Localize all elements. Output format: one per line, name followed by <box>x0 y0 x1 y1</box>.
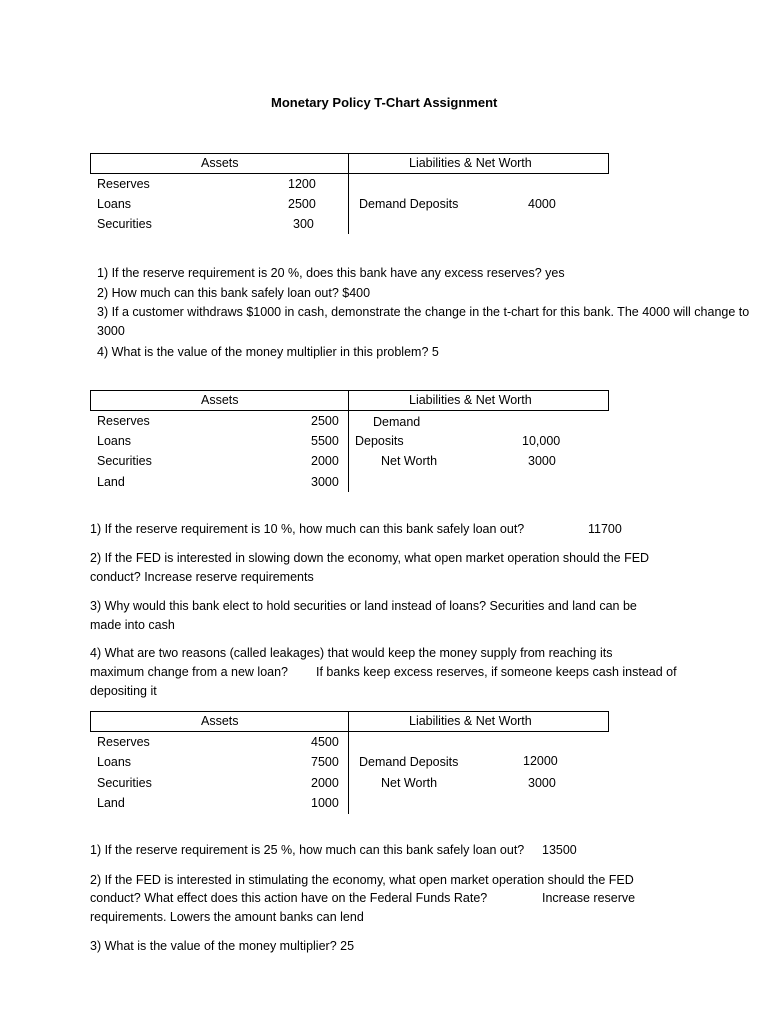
tchart-1-asset-label: Loans <box>97 197 132 211</box>
tchart-2-asset-label: Land <box>97 475 125 489</box>
tchart-3-asset-label: Land <box>97 796 125 810</box>
question-text: 3) Why would this bank elect to hold securities or land instead of loans? Securities and land can be <box>90 599 637 613</box>
tchart-2-liability-label: Demand <box>373 415 421 429</box>
tchart-2-asset-value: 5500 <box>311 434 339 448</box>
tchart-1-liability-value: 4000 <box>528 197 556 211</box>
answer-text: 13500 <box>542 843 577 857</box>
tchart-3-asset-value: 4500 <box>311 735 339 749</box>
assets-header: Assets <box>201 393 239 407</box>
tchart-2-asset-label: Loans <box>97 434 132 448</box>
question-text: 3) If a customer withdraws $1000 in cash, demonstrate the change in the t-chart for this bank. The 4000 will change to <box>97 305 750 319</box>
tchart-3-asset-value: 2000 <box>311 776 339 790</box>
page-title: Monetary Policy T-Chart Assignment <box>271 95 498 110</box>
tchart-2-liability-label: Net Worth <box>381 454 438 468</box>
question-text: conduct? Increase reserve requirements <box>90 570 314 584</box>
tchart-3-liability-value: 12000 <box>523 754 558 768</box>
tchart-2-liability-value: 10,000 <box>522 434 561 448</box>
liabilities-header: Liabilities & Net Worth <box>409 714 532 728</box>
assets-header: Assets <box>201 714 239 728</box>
question-text: conduct? What effect does this action have on the Federal Funds Rate? <box>90 891 488 905</box>
answer-text: Increase reserve <box>542 891 636 905</box>
liabilities-header: Liabilities & Net Worth <box>409 393 532 407</box>
tchart-2-header <box>90 390 609 411</box>
question-text: 2) If the FED is interested in stimulating the economy, what open market operation should the FED <box>90 873 634 887</box>
tchart-3-asset-label: Securities <box>97 776 152 790</box>
tchart-1-divider <box>348 153 349 234</box>
tchart-1-asset-label: Reserves <box>97 177 150 191</box>
question-text: 4) What is the value of the money multiplier in this problem? 5 <box>97 345 439 359</box>
question-text: 1) If the reserve requirement is 20 %, does this bank have any excess reserves? yes <box>97 266 565 280</box>
tchart-3-header <box>90 711 609 732</box>
tchart-1-header <box>90 153 609 174</box>
tchart-2-asset-label: Securities <box>97 454 152 468</box>
tchart-3-liability-label: Net Worth <box>381 776 438 790</box>
tchart-2-liability-value: 3000 <box>528 454 556 468</box>
tchart-2-liability-label: Deposits <box>355 434 404 448</box>
question-text: 1) If the reserve requirement is 25 %, how much can this bank safely loan out? <box>90 843 525 857</box>
tchart-2-asset-value: 2500 <box>311 414 339 428</box>
tchart-3-liability-label: Demand Deposits <box>359 755 459 769</box>
tchart-3-divider <box>348 711 349 814</box>
tchart-1-asset-value: 300 <box>293 217 314 231</box>
tchart-3-asset-label: Loans <box>97 755 132 769</box>
question-text: 3) What is the value of the money multiplier? 25 <box>90 939 355 953</box>
tchart-3-asset-value: 7500 <box>311 755 339 769</box>
tchart-2-asset-label: Reserves <box>97 414 150 428</box>
liabilities-header: Liabilities & Net Worth <box>409 156 532 170</box>
tchart-2-asset-value: 2000 <box>311 454 339 468</box>
question-text: 4) What are two reasons (called leakages) that would keep the money supply from reaching its <box>90 646 613 660</box>
answer-text: depositing it <box>90 684 157 698</box>
tchart-3-asset-value: 1000 <box>311 796 339 810</box>
answer-text: 11700 <box>588 522 622 536</box>
tchart-1-asset-value: 2500 <box>288 197 316 211</box>
question-text: maximum change from a new loan? <box>90 665 289 679</box>
question-text: 3000 <box>97 324 125 338</box>
tchart-1-asset-label: Securities <box>97 217 152 231</box>
question-text: 2) If the FED is interested in slowing down the economy, what open market operation should the FED <box>90 551 650 565</box>
tchart-3-asset-label: Reserves <box>97 735 150 749</box>
tchart-1-liability-label: Demand Deposits <box>359 197 459 211</box>
tchart-1-asset-value: 1200 <box>288 177 316 191</box>
answer-text: If banks keep excess reserves, if someone keeps cash instead of <box>316 665 677 679</box>
question-text: made into cash <box>90 618 175 632</box>
question-text: 2) How much can this bank safely loan out? $400 <box>97 286 371 300</box>
assets-header: Assets <box>201 156 239 170</box>
answer-text: requirements. Lowers the amount banks can lend <box>90 910 364 924</box>
question-text: 1) If the reserve requirement is 10 %, how much can this bank safely loan out? <box>90 522 525 536</box>
tchart-3-liability-value: 3000 <box>528 776 556 790</box>
tchart-2-divider <box>348 390 349 492</box>
tchart-2-asset-value: 3000 <box>311 475 339 489</box>
